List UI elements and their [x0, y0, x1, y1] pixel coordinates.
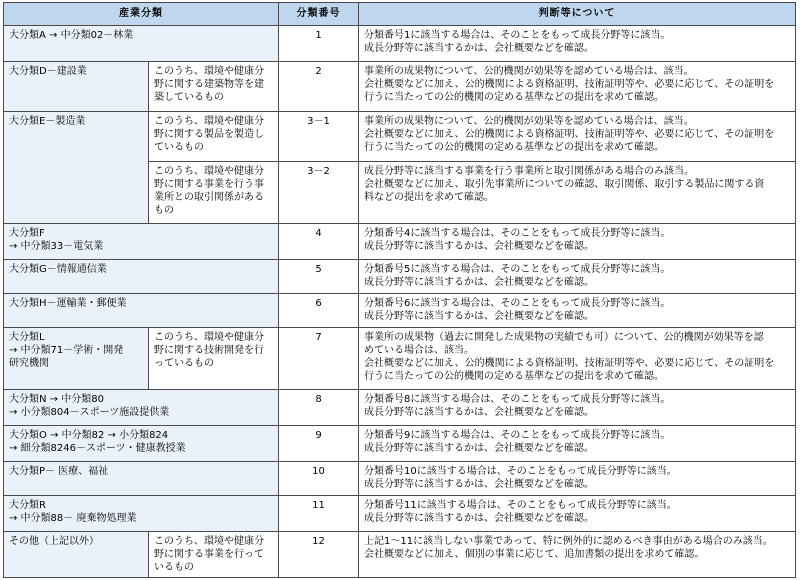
category-line: → 細分類8246－スポーツ・健康教授業	[9, 443, 186, 454]
category-cell	[4, 390, 279, 426]
subcategory-cell	[149, 112, 279, 162]
table-row	[4, 390, 796, 426]
subcategory-text: このうち、環境や健康分野に関する建築物等を建築しているもの	[154, 66, 264, 103]
description-line: 行うに当たっての公的機関の定める基準などの提出を求めて確認。	[364, 142, 664, 153]
description-line: 行うに当たっての公的機関の定める基準などの提出を求めて確認。	[364, 371, 664, 382]
category-cell	[4, 328, 149, 390]
header-number: 分類番号	[279, 3, 359, 26]
description-line: 成長分野等に該当するかは、会社概要などを確認。	[364, 443, 594, 454]
description-line: めている場合は、該当。	[364, 345, 474, 356]
table-row	[4, 260, 796, 294]
description-cell	[359, 426, 796, 462]
description-cell	[359, 260, 796, 294]
category-line: 大分類H－運輸業・郵便業	[9, 298, 127, 309]
description-line: 分類番号5に該当する場合は、そのことをもって成長分野等に該当。	[364, 264, 671, 275]
category-line: 大分類F	[9, 228, 45, 239]
table-row	[4, 112, 796, 162]
description-line: 行うに当たっての公的機関の定める基準などの提出を求めて確認。	[364, 92, 664, 103]
description-line: 会社概要などに加え、公的機関による資格証明、技術証明等や、必要に応じて、その証明を	[364, 129, 775, 140]
category-line: 大分類D－建設業	[9, 66, 87, 77]
table-row	[4, 224, 796, 260]
subcategory-cell	[149, 162, 279, 224]
category-cell	[4, 532, 149, 578]
description-line: 事業所の成果物について、公的機関が効果等を認めている場合は、該当。	[364, 116, 694, 127]
description-line: 成長分野等に該当するかは、会社概要などを確認。	[364, 43, 594, 54]
number-cell: 7	[279, 328, 359, 390]
table-body	[4, 26, 796, 578]
subcategory-text: このうち、環境や健康分野に関する技術開発を行っているもの	[154, 332, 264, 369]
description-cell	[359, 162, 796, 224]
description-line: 成長分野等に該当するかは、会社概要などを確認。	[364, 241, 594, 252]
description-line: 分類番号9に該当する場合は、そのことをもって成長分野等に該当。	[364, 430, 671, 441]
category-line: → 小分類804－スポーツ施設提供業	[9, 407, 170, 418]
description-line: 成長分野等に該当する事業を行う事業所と取引関係がある場合のみ該当。	[364, 166, 694, 177]
description-cell	[359, 224, 796, 260]
description-line: 成長分野等に該当するかは、会社概要などを確認。	[364, 513, 594, 524]
subcategory-text: このうち、環境や健康分野に関する事業を行っているもの	[154, 536, 264, 573]
description-line: 分類番号11に該当する場合は、そのことをもって成長分野等に該当。	[364, 500, 677, 511]
category-line: → 中分類71－学術・開発	[9, 345, 124, 356]
category-line: 大分類G－情報通信業	[9, 264, 107, 275]
category-line: → 中分類33－電気業	[9, 241, 104, 252]
number-cell: 10	[279, 462, 359, 496]
description-line: 成長分野等に該当するかは、会社概要などを確認。	[364, 311, 594, 322]
description-line: 料などの提出を求めて確認。	[364, 192, 494, 203]
category-cell	[4, 426, 279, 462]
header-industry: 産業分類	[4, 3, 279, 26]
number-cell: 2	[279, 62, 359, 112]
table-row	[4, 532, 796, 578]
classification-table	[3, 2, 796, 578]
description-line: 成長分野等に該当するかは、会社概要などを確認。	[364, 277, 594, 288]
category-cell	[4, 224, 279, 260]
category-cell	[4, 62, 149, 112]
category-cell	[4, 496, 279, 532]
number-cell: 5	[279, 260, 359, 294]
category-line: 大分類R	[9, 500, 46, 511]
category-line: 大分類N → 中分類80	[9, 394, 104, 405]
table-header-row	[4, 3, 796, 26]
description-line: 分類番号6に該当する場合は、そのことをもって成長分野等に該当。	[364, 298, 671, 309]
description-line: 分類番号10に該当する場合は、そのことをもって成長分野等に該当。	[364, 466, 677, 477]
description-cell	[359, 112, 796, 162]
description-line: 分類番号8に該当する場合は、そのことをもって成長分野等に該当。	[364, 394, 671, 405]
number-cell: 1	[279, 26, 359, 62]
description-line: 会社概要などに加え、個別の事業に応じて、追加書類の提出を求めて確認。	[364, 549, 705, 560]
table-row	[4, 496, 796, 532]
number-cell: 4	[279, 224, 359, 260]
description-cell	[359, 496, 796, 532]
category-cell	[4, 462, 279, 496]
description-line: 事業所の成果物について、公的機関が効果等を認めている場合は、該当。	[364, 66, 694, 77]
category-line: 大分類E－製造業	[9, 116, 86, 127]
table-row	[4, 26, 796, 62]
category-cell	[4, 112, 149, 224]
number-cell: 8	[279, 390, 359, 426]
subcategory-cell	[149, 532, 279, 578]
subcategory-text: このうち、環境や健康分野に関する事業を行う事業所との取引関係があるもの	[154, 166, 264, 216]
table-row	[4, 426, 796, 462]
number-cell: 3－2	[279, 162, 359, 224]
description-line: 会社概要などに加え、取引先事業所についての確認、取引関係、取引する製品に関する資	[364, 179, 765, 190]
description-cell	[359, 462, 796, 496]
category-cell	[4, 260, 279, 294]
subcategory-cell	[149, 62, 279, 112]
category-cell	[4, 26, 279, 62]
category-line: その他（上記以外）	[9, 536, 99, 547]
description-cell	[359, 328, 796, 390]
category-cell	[4, 294, 279, 328]
description-cell	[359, 62, 796, 112]
table-row	[4, 462, 796, 496]
description-cell	[359, 390, 796, 426]
category-line: 研究機関	[9, 358, 49, 369]
description-line: 成長分野等に該当するかは、会社概要などを確認。	[364, 479, 594, 490]
number-cell: 3－1	[279, 112, 359, 162]
description-line: 事業所の成果物（過去に開発した成果物の実績でも可）について、公的機関が効果等を認	[364, 332, 764, 343]
category-line: 大分類L	[9, 332, 45, 343]
description-cell	[359, 294, 796, 328]
subcategory-cell	[149, 328, 279, 390]
description-cell	[359, 532, 796, 578]
number-cell: 11	[279, 496, 359, 532]
description-line: 分類番号1に該当する場合は、そのことをもって成長分野等に該当。	[364, 30, 671, 41]
table-row	[4, 62, 796, 112]
category-line: 大分類P－ 医療、福祉	[9, 466, 109, 477]
category-line: → 中分類88－ 廃棄物処理業	[9, 513, 137, 524]
description-line: 会社概要などに加え、公的機関による資格証明、技術証明等や、必要に応じて、その証明を	[364, 358, 775, 369]
category-line: 大分類O → 中分類82 → 小分類824	[9, 430, 169, 441]
number-cell: 6	[279, 294, 359, 328]
number-cell: 9	[279, 426, 359, 462]
table-row	[4, 294, 796, 328]
number-cell: 12	[279, 532, 359, 578]
description-line: 分類番号4に該当する場合は、そのことをもって成長分野等に該当。	[364, 228, 671, 239]
table-row	[4, 328, 796, 390]
description-cell	[359, 26, 796, 62]
description-line: 上記1～11に該当しない事業であって、特に例外的に認めるべき事由がある場合のみ該当。	[364, 536, 773, 547]
category-line: 大分類A → 中分類02－林業	[9, 30, 134, 41]
header-judgment: 判断等について	[359, 3, 796, 26]
subcategory-text: このうち、環境や健康分野に関する製品を製造しているもの	[154, 116, 264, 153]
description-line: 成長分野等に該当するかは、会社概要などを確認。	[364, 407, 594, 418]
description-line: 会社概要などに加え、公的機関による資格証明、技術証明等や、必要に応じて、その証明を	[364, 79, 775, 90]
